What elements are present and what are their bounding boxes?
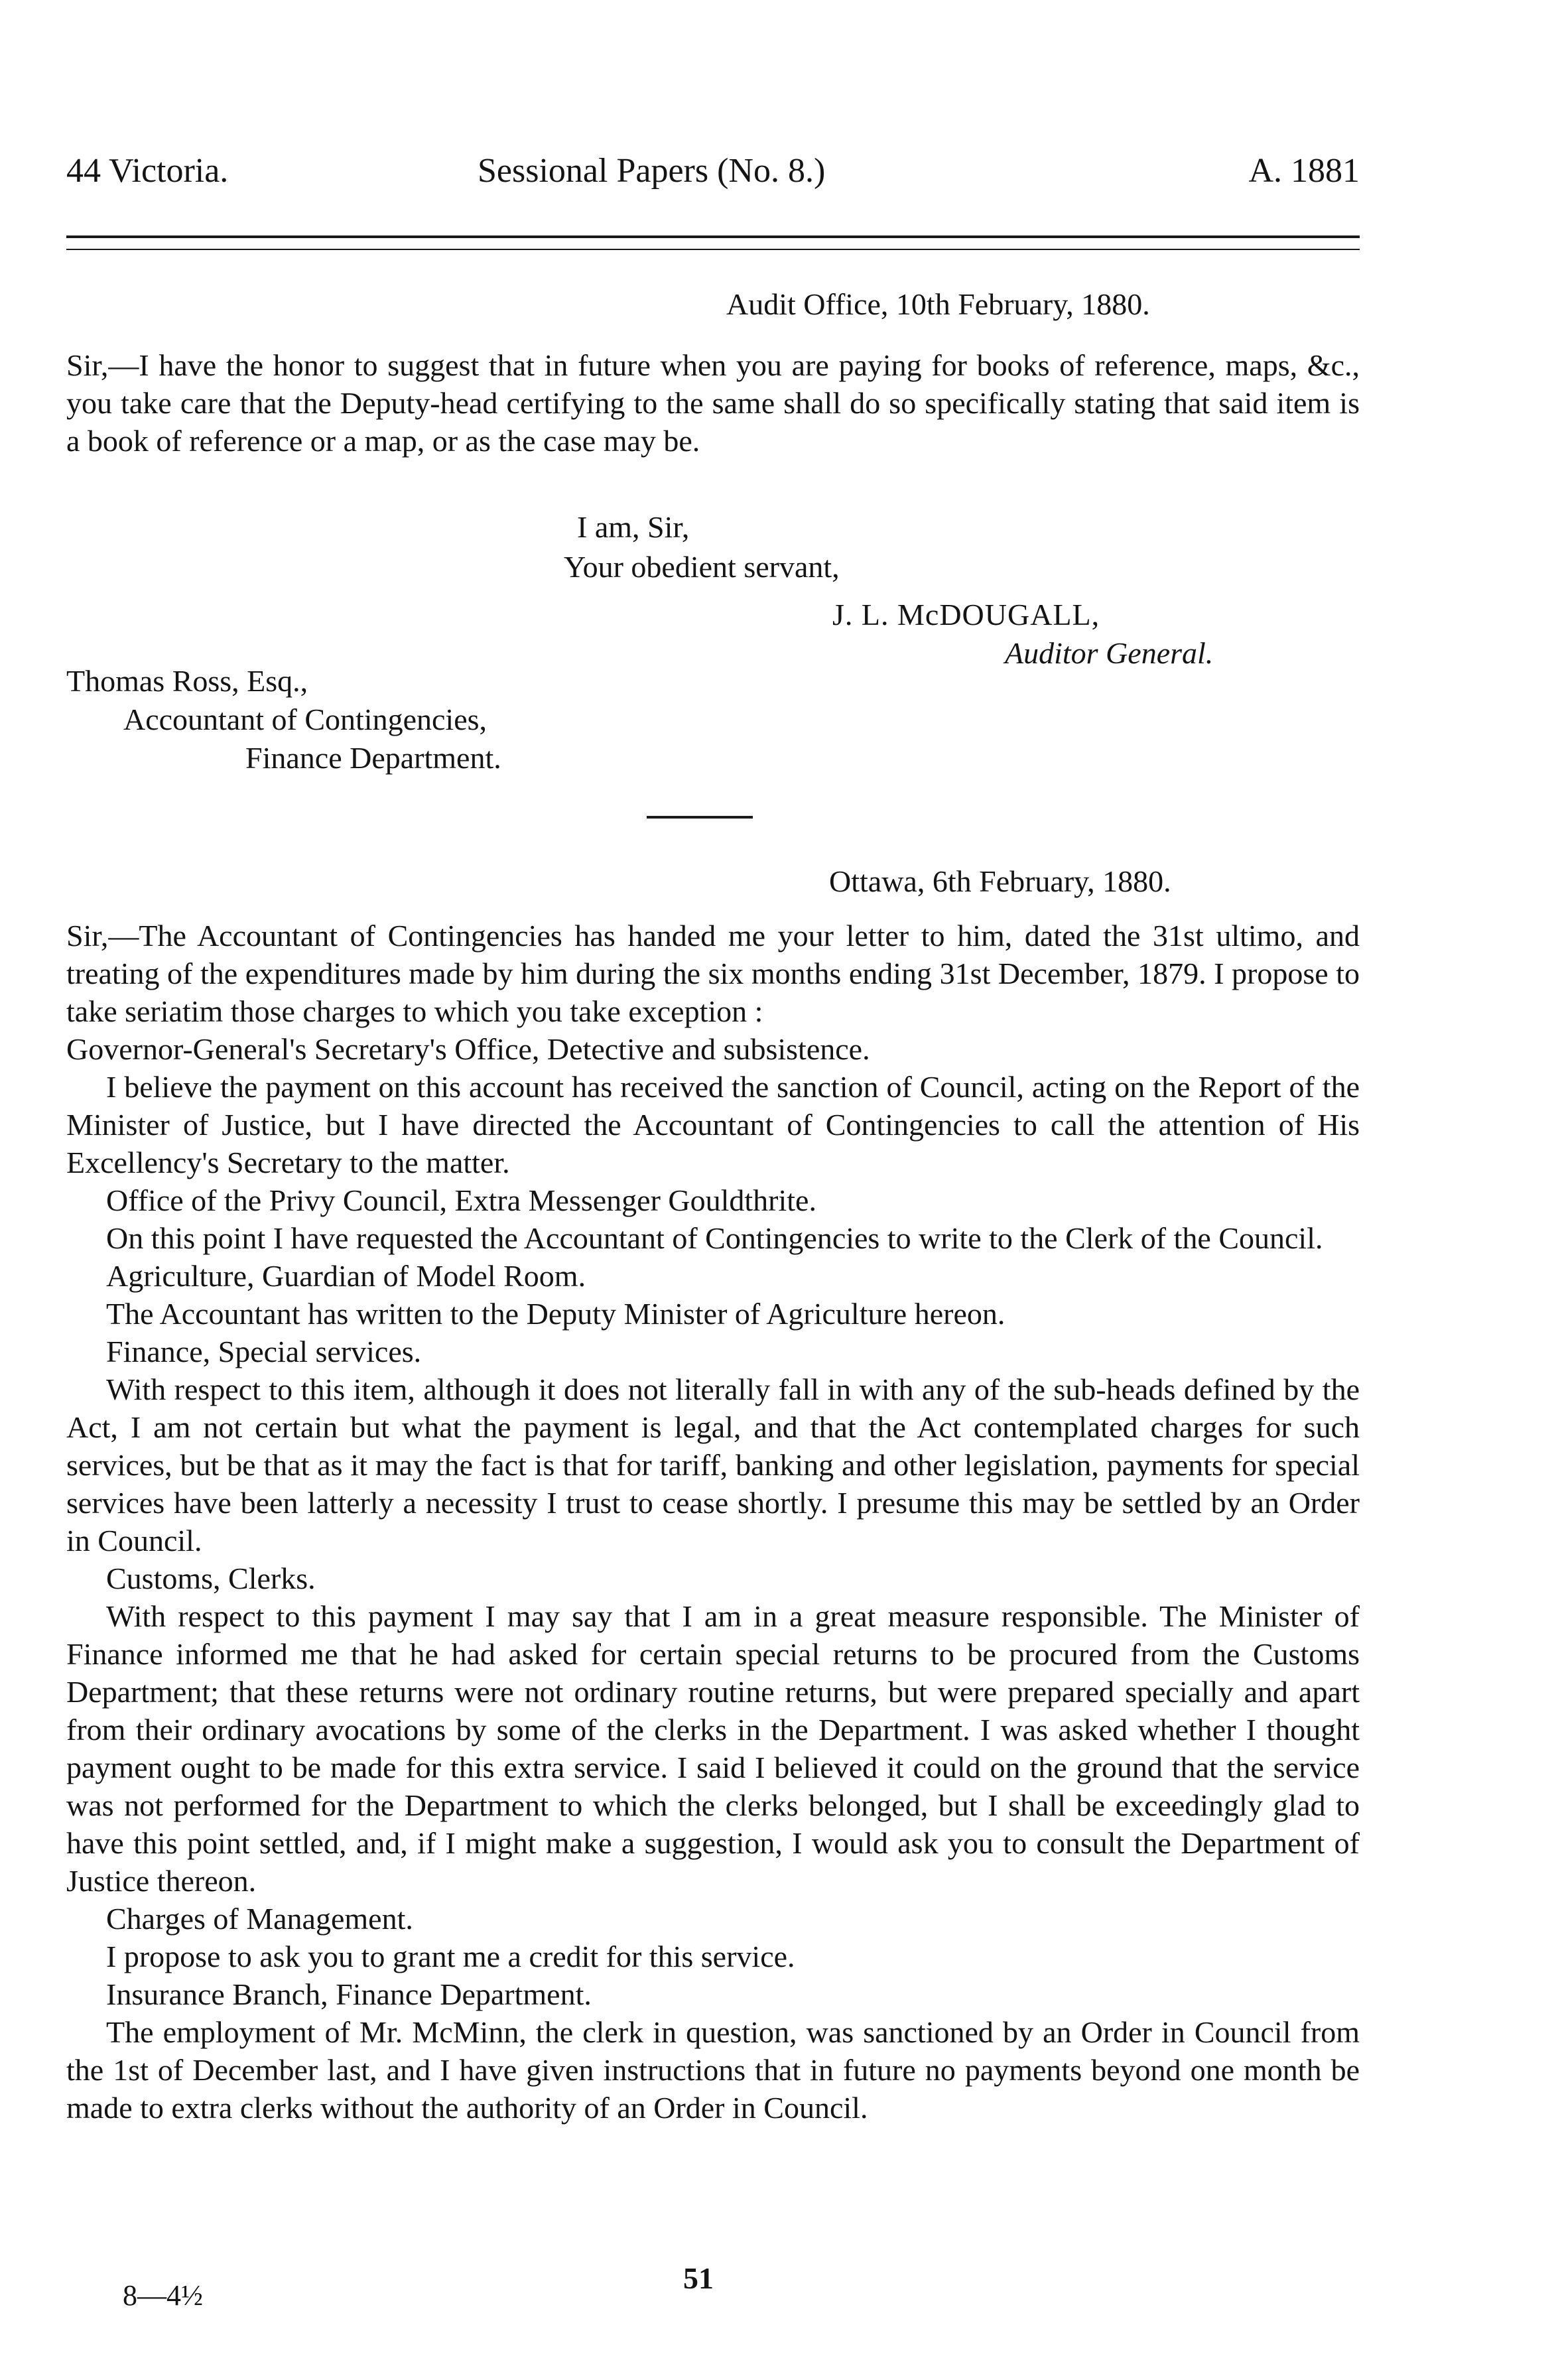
letter2-paragraph: On this point I have requested the Accountant of Contingencies to write to the Clerk of the Council. bbox=[106, 1221, 1323, 1255]
letter1-place-date: Audit Office, 10th February, 1880. bbox=[726, 287, 1150, 321]
letter1-addressee-line2: Accountant of Contingencies, bbox=[123, 702, 487, 736]
letter1-paragraph: Sir,—I have the honor to suggest that in future when you are paying for books of reference, maps, &c., you take care that the Deputy-head certifying to the same shall do so specifically stating that said item is a book of reference or a map, or as the case may be. bbox=[66, 348, 1360, 458]
footer-signature-mark: 8—4½ bbox=[123, 2279, 203, 2312]
letter1-body bbox=[66, 346, 1360, 460]
letter2-heading: Office of the Privy Council, Extra Messenger Gouldthrite. bbox=[106, 1183, 816, 1217]
letter1-closing-1: I am, Sir, bbox=[577, 510, 690, 544]
letter1-signature-title: Auditor General. bbox=[1005, 636, 1214, 670]
page-header bbox=[66, 151, 1360, 198]
letter2-place-date: Ottawa, 6th February, 1880. bbox=[829, 864, 1171, 898]
letter2-heading: Customs, Clerks. bbox=[106, 1561, 316, 1595]
page-number: 51 bbox=[683, 2261, 714, 2295]
header-volume: 44 Victoria. bbox=[66, 152, 229, 190]
letter1-addressee-line3: Finance Department. bbox=[245, 741, 501, 775]
letter2-paragraph: Sir,—The Accountant of Contingencies has handed me your letter to him, dated the 31st ultimo, and treating of the expenditures made by him during the six months ending 31st December, 1879. I propose to take seriatim those charges to which you take exception : bbox=[66, 919, 1360, 1028]
letter2-heading: Charges of Management. bbox=[106, 1902, 413, 1936]
header-year: A. 1881 bbox=[1248, 152, 1360, 190]
letter2-paragraph: The Accountant has written to the Deputy Minister of Agriculture hereon. bbox=[106, 1297, 1005, 1331]
letter2-paragraph: The employment of Mr. McMinn, the clerk in question, was sanctioned by an Order in Council from the 1st of December last, and I have given instructions that in future no payments beyond one month be made to extra clerks without the authority of an Order in Council. bbox=[66, 2015, 1360, 2125]
letter2-heading: Insurance Branch, Finance Department. bbox=[106, 1977, 592, 2011]
letter2-paragraph: With respect to this payment I may say that I am in a great measure responsible. The Minister of Finance informed me that he had asked for certain special returns to be procured from the Customs Department; that these returns were not ordinary routine returns, but were prepared specially and apart from their ordinary avocations by some of the clerks in the Department. I was asked whether I thought payment ought to be made for this extra service. I said I believed it could on the ground that the service was not performed for the Department to which the clerks belonged, but I shall be exceedingly glad to have this point settled, and, if I might make a suggestion, I would ask you to consult the Department of Justice thereon. bbox=[66, 1599, 1360, 1898]
header-double-rule bbox=[66, 235, 1360, 250]
letter2-heading: Agriculture, Guardian of Model Room. bbox=[106, 1259, 586, 1293]
section-divider bbox=[647, 816, 753, 819]
letter2-paragraph: I propose to ask you to grant me a credit for this service. bbox=[106, 1940, 795, 1973]
letter2-heading: Governor-General's Secretary's Office, Detective and subsistence. bbox=[66, 1032, 870, 1066]
letter2-body bbox=[66, 917, 1360, 2127]
letter2-heading: Finance, Special services. bbox=[106, 1335, 422, 1368]
letter1-signature: J. L. McDOUGALL, bbox=[832, 598, 1100, 631]
letter2-paragraph: I believe the payment on this account has received the sanction of Council, acting on the Report of the Minister of Justice, but I have directed the Accountant of Contingencies to call the attention of His Excellency's Secretary to the matter. bbox=[66, 1070, 1360, 1179]
header-title: Sessional Papers (No. 8.) bbox=[478, 152, 826, 190]
letter1-closing-2: Your obedient servant, bbox=[564, 550, 840, 584]
letter1-addressee-name: Thomas Ross, Esq., bbox=[66, 664, 308, 698]
letter2-paragraph: With respect to this item, although it does not literally fall in with any of the sub-heads defined by the Act, I am not certain but what the payment is legal, and that the Act contemplated charges for such services, but be that as it may the fact is that for tariff, banking and other legislation, payments for special services have been latterly a necessity I trust to cease shortly. I presume this may be settled by an Order in Council. bbox=[66, 1372, 1360, 1557]
